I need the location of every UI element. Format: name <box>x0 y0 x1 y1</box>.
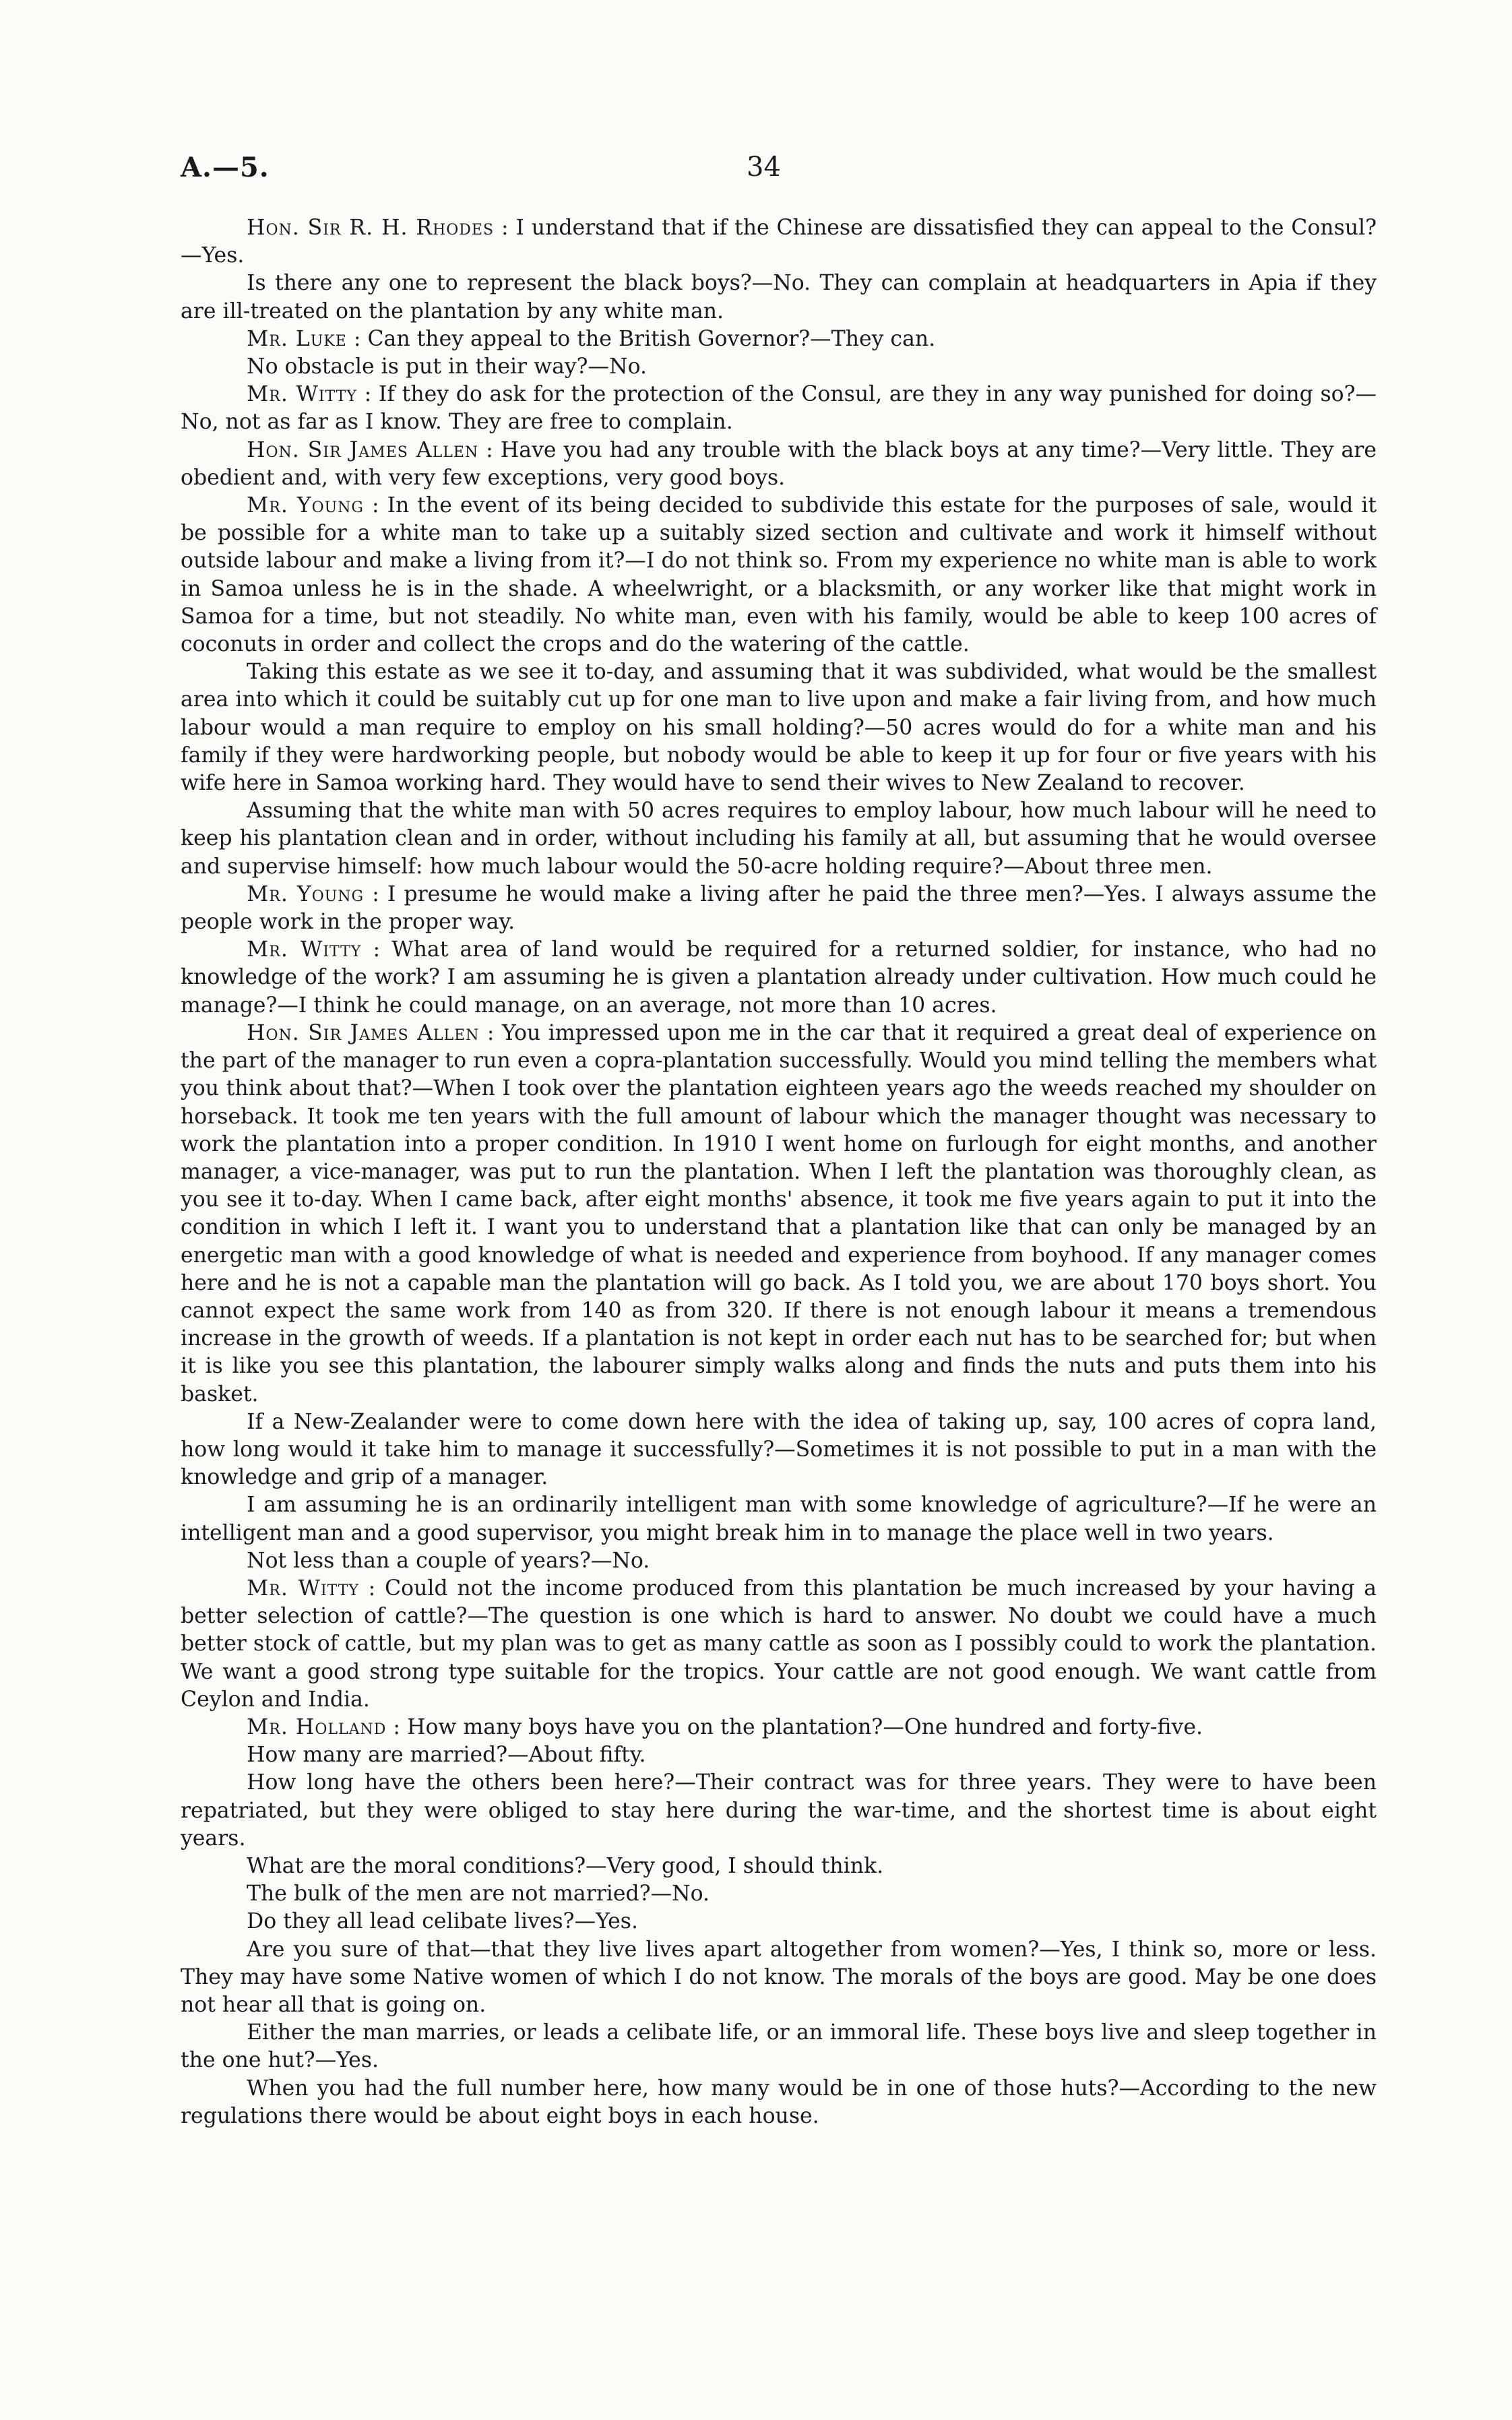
paragraph: Hon. Sir R. H. Rhodes : I understand that if the Chinese are dissatisfied they can appeal to the Consul?—Yes. <box>181 216 1377 268</box>
paragraph-text: I presume he would make a living after he paid the three men?—Yes. I always assume the people work in the proper way. <box>181 881 1377 935</box>
paragraph: Mr. Witty : What area of land would be required for a returned soldier, for instance, who had no knowledge of the work? I am assuming he is given a plantation already under cultivation. How much could he manage?—I think he could manage, on an average, not more than 10 acres. <box>181 937 1377 1018</box>
speaker-name: Mr. Young <box>247 493 364 518</box>
paragraph <box>181 1741 1377 1769</box>
speaker-name: Mr. Young <box>247 881 365 906</box>
paragraph-text: Is there any one to represent the black boys?—No. They can complain at headquarters in Apia if they are ill-treated on the plantation by any white man. <box>181 271 1377 323</box>
page-number: 34 <box>747 152 781 183</box>
paragraph: Mr. Young : I presume he would make a living after he paid the three men?—Yes. I always assume the people work in the proper way. <box>181 881 1377 935</box>
speaker-name: Hon. Sir James Allen <box>247 437 479 462</box>
speaker-name: Mr. Luke <box>247 326 347 351</box>
paragraph <box>181 658 1377 797</box>
paragraph-text: Could not the income produced from this plantation be much increased by your having a better selection of cattle?—The question is one which is hard to answer. No doubt we could have a much better stock of cattle, but my plan was to get as many cattle as soon as I possibly could to work the plantation. We want a good strong type suitable for the tropics. Your cattle are not good enough. We want cattle from Ceylon and India. <box>181 1576 1377 1712</box>
paragraph <box>181 1853 1377 1880</box>
paragraph-text: When you had the full number here, how many would be in one of those huts?—According to the new regulations there would be about eight boys in each house. <box>181 2076 1377 2128</box>
speaker-name: Hon. Sir James Allen <box>247 1020 480 1045</box>
paragraph-text: What are the moral conditions?—Very good, I should think. <box>247 1853 884 1878</box>
paragraph-text: Either the man marries, or leads a celibate life, or an immoral life. These boys live and sleep together in the one hut?—Yes. <box>181 2020 1377 2073</box>
paragraph <box>181 1880 1377 1908</box>
paragraph-text: The bulk of the men are not married?—No. <box>247 1882 710 1906</box>
paragraph <box>181 797 1377 881</box>
paragraph-text: If they do ask for the protection of the Consul, are they in any way punished for doing so?—No, not as far as I know. They are free to complain. <box>181 382 1377 435</box>
paragraph-text: How many are married?—About fifty. <box>247 1743 646 1768</box>
speaker-name: Mr. Holland <box>247 1714 387 1739</box>
paragraph: Hon. Sir James Allen : Have you had any trouble with the black boys at any time?—Very little. They are obedient and, with very few exceptions, very good boys. <box>181 437 1377 490</box>
paragraph <box>181 2019 1377 2074</box>
paragraph: Hon. Sir James Allen : You impressed upon me in the car that it required a great deal of experience on the part of the manager to run even a copra-plantation successfully. Would you mind telling the members what you think about that?—When I took over the plantation eighteen years ago the weeds reached my shoulder on horseback. It took me ten years with the full amount of labour which the manager thought was necessary to work the plantation into a proper condition. In 1910 I went home on furlough for eight months, and another manager, a vice-manager, was put to run the plantation. When I left the plantation was thoroughly clean, as you see it to-day. When I came back, after eight months' absence, it took me five years again to put it into the condition in which I left it. I want you to understand that a plantation like that can only be managed by an energetic man with a good knowledge of what is needed and experience from boyhood. If any manager comes here and he is not a capable man the plantation will go back. As I told you, we are about 170 boys short. You cannot expect the same work from 140 as from 320. If there is not enough labour it means a tremendous increase in the growth of weeds. If a plantation is not kept in order each nut has to be searched for; but when it is like you see this plantation, the labourer simply walks along and finds the nuts and puts them into his basket. <box>181 1020 1377 1406</box>
paragraph-text: Are you sure of that—that they live lives apart altogether from women?—Yes, I think so, more or less. They may have some Native women of which I do not know. The morals of the boys are good. May be one does not hear all that is going on. <box>181 1937 1377 2017</box>
paragraph-text: Assuming that the white man with 50 acres requires to employ labour, how much labour will he need to keep his plantation clean and in order, without including his family at all, but assuming that he would oversee and supervise himself: how much labour would the 50-acre holding require?—About three men. <box>181 799 1377 879</box>
paragraph-text: Have you had any trouble with the black boys at any time?—Very little. They are obedient and, with very few exceptions, very good boys. <box>181 437 1377 490</box>
speaker-name: Mr. Witty <box>247 937 362 962</box>
paragraph-text: What area of land would be required for a returned soldier, for instance, who had no knowledge of the work? I am assuming he is given a plantation already under cultivation. How much could he manage?—I think he could manage, on an average, not more than 10 acres. <box>181 937 1377 1018</box>
paragraph <box>181 1408 1377 1492</box>
paragraph-text: You impressed upon me in the car that it required a great deal of experience on the part of the manager to run even a copra-plantation successfully. Would you mind telling the members what you think about that?—When I took over the plantation eighteen years ago the weeds reached my shoulder on horseback. It took me ten years with the full amount of labour which the manager thought was necessary to work the plantation into a proper condition. In 1910 I went home on furlough for eight months, and another manager, a vice-manager, was put to run the plantation. When I left the plantation was thoroughly clean, as you see it to-day. When I came back, after eight months' absence, it took me five years again to put it into the condition in which I left it. I want you to understand that a plantation like that can only be managed by an energetic man with a good knowledge of what is needed and experience from boyhood. If any manager comes here and he is not a capable man the plantation will go back. As I told you, we are about 170 boys short. You cannot expect the same work from 140 as from 320. If there is not enough labour it means a tremendous increase in the growth of weeds. If a plantation is not kept in order each nut has to be searched for; but when it is like you see this plantation, the labourer simply walks along and finds the nuts and puts them into his basket. <box>181 1020 1377 1406</box>
paragraph-text: I am assuming he is an ordinarily intelligent man with some knowledge of agriculture?—If he were an intelligent man and a good supervisor, you might break him in to manage the place well in two years. <box>181 1493 1377 1545</box>
paragraph-text: Not less than a couple of years?—No. <box>247 1548 650 1573</box>
document-reference: A.—5. <box>181 152 270 183</box>
paragraph-text: How many boys have you on the plantation?—One hundred and forty-five. <box>407 1714 1203 1739</box>
paragraph <box>181 1908 1377 1935</box>
page-header <box>181 152 1377 192</box>
paragraph: Mr. Holland : How many boys have you on the plantation?—One hundred and forty-five. <box>247 1714 1203 1739</box>
paragraph-text: How long have the others been here?—Their contract was for three years. They were to have been repatriated, but they were obliged to stay here during the war-time, and the shortest time is about eight years. <box>181 1770 1377 1851</box>
paragraph-text: Do they all lead celibate lives?—Yes. <box>247 1909 638 1934</box>
paragraph <box>181 353 1377 381</box>
paragraph <box>181 2075 1377 2130</box>
paragraph: Mr. Witty : Could not the income produced from this plantation be much increased by your having a better selection of cattle?—The question is one which is hard to answer. No doubt we could have a much better stock of cattle, but my plan was to get as many cattle as soon as I possibly could to work the plantation. We want a good strong type suitable for the tropics. Your cattle are not good enough. We want cattle from Ceylon and India. <box>181 1576 1377 1712</box>
paragraph-text: If a New-Zealander were to come down here with the idea of taking up, say, 100 acres of copra land, how long would it take him to manage it successfully?—Sometimes it is not possible to put in a man with the knowledge and grip of a manager. <box>181 1409 1377 1490</box>
paragraph <box>181 1547 1377 1575</box>
paragraph <box>181 1936 1377 2020</box>
speaker-name: Hon. Sir R. H. Rhodes <box>247 216 495 240</box>
paragraph <box>181 270 1377 325</box>
paragraph-text: In the event of its being decided to subdivide this estate for the purposes of sale, would it be possible for a white man to take up a suitably sized section and cultivate and work it himself without outside labour and make a living from it?—I do not think so. From my experience no white man is able to work in Samoa unless he is in the shade. A wheelwright, or a blacksmith, or any worker like that might work in Samoa for a time, but not steadily. No white man, even with his family, would be able to keep 100 acres of coconuts in order and collect the crops and do the watering of the cattle. <box>181 493 1377 657</box>
paragraph-text: I understand that if the Chinese are dissatisfied they can appeal to the Consul?—Yes. <box>181 216 1377 268</box>
paragraph-text: No obstacle is put in their way?—No. <box>247 354 648 379</box>
paragraph-text: Taking this estate as we see it to-day, and assuming that it was subdivided, what would be the smallest area into which it could be suitably cut up for one man to live upon and make a fair living from, and how much labour would a man require to employ on his small holding?—50 acres would do for a white man and his family if they were hardworking people, but nobody would be able to keep it up for four or five years with his wife here in Samoa working hard. They would have to send their wives to New Zealand to recover. <box>181 660 1377 796</box>
paragraph <box>181 1491 1377 1547</box>
speaker-name: Mr. Witty <box>247 1576 359 1601</box>
speaker-name: Mr. Witty <box>247 382 357 407</box>
paragraph: Mr. Luke : Can they appeal to the British Governor?—They can. <box>247 326 936 351</box>
paragraph: Mr. Young : In the event of its being decided to subdivide this estate for the purposes of sale, would it be possible for a white man to take up a suitably sized section and cultivate and work it himself without outside labour and make a living from it?—I do not think so. From my experience no white man is able to work in Samoa unless he is in the shade. A wheelwright, or a blacksmith, or any worker like that might work in Samoa for a time, but not steadily. No white man, even with his family, would be able to keep 100 acres of coconuts in order and collect the crops and do the watering of the cattle. <box>181 493 1377 657</box>
paragraph: Mr. Witty : If they do ask for the protection of the Consul, are they in any way punished for doing so?—No, not as far as I know. They are free to complain. <box>181 382 1377 435</box>
document-body <box>181 214 1377 2130</box>
paragraph-text: Can they appeal to the British Governor?—They can. <box>367 326 936 351</box>
paragraph <box>181 1769 1377 1853</box>
